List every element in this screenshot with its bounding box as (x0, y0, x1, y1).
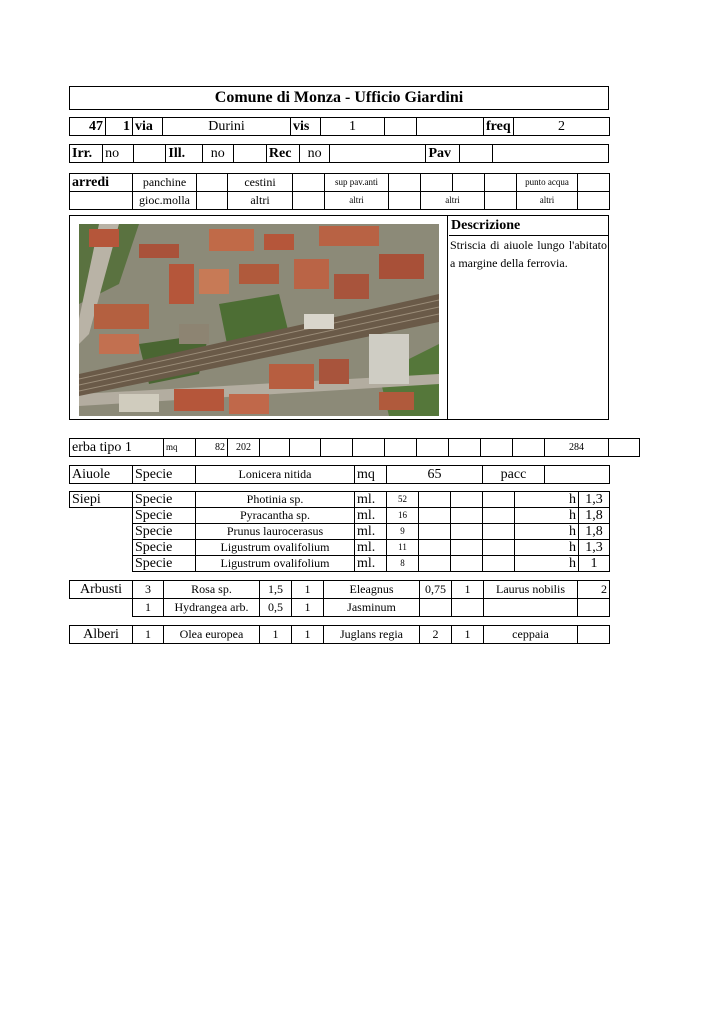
divider (447, 215, 448, 420)
siepi-specie-label: Specie (133, 492, 196, 508)
siepi-unit: ml. (355, 540, 387, 556)
empty-cell (451, 492, 483, 508)
empty-cell (385, 118, 417, 136)
empty-cell (485, 192, 517, 210)
alberi-count: 1 (133, 626, 164, 644)
empty-cell (197, 174, 228, 192)
empty-cell (451, 556, 483, 572)
siepi-value: 8 (387, 556, 419, 572)
empty-cell (545, 466, 610, 484)
arredi-altri-4: altri (517, 192, 578, 210)
arbusti-qty: 1 (292, 599, 324, 617)
siepi-height: 1 (579, 556, 610, 572)
empty-cell (483, 508, 515, 524)
erba-row (69, 438, 640, 457)
siepi-specie-label: Specie (133, 540, 196, 556)
siepi-species: Ligustrum ovalifolium (196, 556, 355, 572)
arredi-altri-2: altri (325, 192, 389, 210)
description-text: Striscia di aiuole lungo l'abitato a margine della ferrovia. (450, 238, 607, 270)
empty-cell (453, 174, 485, 192)
siepi-height: 1,8 (579, 524, 610, 540)
vis-label: vis (291, 118, 321, 136)
erba-label: erba tipo 1 (70, 439, 164, 457)
arbusti-species: Jasminum (324, 599, 420, 617)
empty-cell (233, 145, 266, 163)
arredi-panchine: panchine (133, 174, 197, 192)
alberi-height: 1 (260, 626, 292, 644)
alberi-height: 2 (420, 626, 452, 644)
erba-value-1: 82 (196, 439, 228, 457)
siepi-species: Ligustrum ovalifolium (196, 540, 355, 556)
siepi-species: Pyracantha sp. (196, 508, 355, 524)
empty-cell (483, 556, 515, 572)
siepi-specie-label: Specie (133, 524, 196, 540)
arbusti-species: Eleagnus (324, 581, 420, 599)
arbusti-height: 0,75 (420, 581, 452, 599)
arbusti-species: Laurus nobilis (484, 581, 578, 599)
empty-cell (353, 439, 385, 457)
empty-cell (483, 540, 515, 556)
siepi-specie-label: Specie (133, 556, 196, 572)
ill-label: Ill. (166, 145, 202, 163)
arredi-altri-1: altri (228, 192, 293, 210)
aiuole-unit: mq (355, 466, 387, 484)
pav-label: Pav (426, 145, 459, 163)
blank (70, 599, 133, 617)
empty-cell (421, 174, 453, 192)
empty-cell (578, 599, 610, 617)
blank (70, 524, 133, 540)
empty-cell (420, 599, 452, 617)
empty-cell (578, 192, 610, 210)
aiuole-row (69, 465, 610, 484)
empty-cell (459, 145, 492, 163)
rec-value: no (300, 145, 330, 163)
erba-value-2: 202 (228, 439, 260, 457)
freq-label: freq (484, 118, 514, 136)
siepi-h-label: h (515, 524, 579, 540)
empty-cell (290, 439, 321, 457)
freq-value: 2 (514, 118, 610, 136)
vis-value: 1 (321, 118, 385, 136)
empty-cell (578, 626, 610, 644)
blank (70, 556, 133, 572)
alberi-label: Alberi (70, 626, 133, 644)
empty-cell (70, 192, 133, 210)
arredi-cestini: cestini (228, 174, 293, 192)
header-title-box (69, 86, 609, 110)
aiuole-specie-label: Specie (133, 466, 196, 484)
siepi-height: 1,3 (579, 492, 610, 508)
arbusti-height: 1,5 (260, 581, 292, 599)
empty-cell (293, 192, 325, 210)
empty-cell (389, 192, 421, 210)
arbusti-species: Hydrangea arb. (164, 599, 260, 617)
irr-value: no (103, 145, 134, 163)
empty-cell (609, 439, 640, 457)
empty-cell (578, 174, 610, 192)
blank (70, 508, 133, 524)
empty-cell (483, 492, 515, 508)
empty-cell (417, 118, 484, 136)
empty-cell (451, 540, 483, 556)
siepi-specie-label: Specie (133, 508, 196, 524)
empty-cell (449, 439, 481, 457)
arbusti-count: 1 (133, 599, 164, 617)
aiuole-pacc: pacc (483, 466, 545, 484)
arbusti-qty: 1 (292, 581, 324, 599)
alberi-species: ceppaia (484, 626, 578, 644)
rec-label: Rec (266, 145, 299, 163)
siepi-value: 9 (387, 524, 419, 540)
siepi-value: 52 (387, 492, 419, 508)
aiuole-species: Lonicera nitida (196, 466, 355, 484)
empty-cell (481, 439, 513, 457)
siepi-species: Prunus laurocerasus (196, 524, 355, 540)
siepi-height: 1,3 (579, 540, 610, 556)
empty-cell (419, 540, 451, 556)
siepi-unit: ml. (355, 492, 387, 508)
arredi-altri-3: altri (421, 192, 485, 210)
alberi-qty: 1 (452, 626, 484, 644)
erba-total: 284 (545, 439, 609, 457)
via-value: Durini (163, 118, 291, 136)
siepi-table (69, 491, 610, 572)
siepi-value: 16 (387, 508, 419, 524)
empty-cell (389, 174, 421, 192)
empty-cell (452, 599, 484, 617)
empty-cell (419, 492, 451, 508)
arredi-sup-pav: sup pav.anti (325, 174, 389, 192)
empty-cell (385, 439, 417, 457)
ill-value: no (202, 145, 233, 163)
empty-cell (293, 174, 325, 192)
record-number: 1 (106, 118, 133, 136)
empty-cell (492, 145, 608, 163)
arredi-punto-acqua: punto acqua (517, 174, 578, 192)
arbusti-label: Arbusti (70, 581, 133, 599)
aiuole-value: 65 (387, 466, 483, 484)
arbusti-height: 0,5 (260, 599, 292, 617)
arbusti-qty: 1 (452, 581, 484, 599)
aerial-photo (79, 224, 439, 416)
erba-unit: mq (164, 439, 196, 457)
empty-cell (484, 599, 578, 617)
arbusti-table (69, 580, 610, 617)
arredi-label: arredi (70, 174, 133, 192)
empty-cell (417, 439, 449, 457)
record-id: 47 (70, 118, 106, 136)
alberi-species: Olea europea (164, 626, 260, 644)
empty-cell (197, 192, 228, 210)
blank (70, 540, 133, 556)
siepi-unit: ml. (355, 524, 387, 540)
aerial-photo-image (79, 224, 439, 416)
siepi-unit: ml. (355, 508, 387, 524)
page-title: Comune di Monza - Ufficio Giardini (214, 89, 464, 106)
arbusti-count: 3 (133, 581, 164, 599)
siepi-h-label: h (515, 540, 579, 556)
via-label: via (133, 118, 163, 136)
empty-cell (451, 524, 483, 540)
location-row (69, 117, 610, 136)
alberi-table (69, 625, 610, 644)
description-header (449, 216, 608, 236)
empty-cell (419, 556, 451, 572)
empty-cell (419, 524, 451, 540)
siepi-h-label: h (515, 508, 579, 524)
empty-cell (419, 508, 451, 524)
services-row (69, 144, 609, 163)
arredi-table (69, 173, 610, 210)
siepi-value: 11 (387, 540, 419, 556)
arredi-gioc-molla: gioc.molla (133, 192, 197, 210)
empty-cell (451, 508, 483, 524)
siepi-label: Siepi (70, 492, 133, 508)
siepi-height: 1,8 (579, 508, 610, 524)
aiuole-label: Aiuole (70, 466, 133, 484)
siepi-species: Photinia sp. (196, 492, 355, 508)
empty-cell (513, 439, 545, 457)
alberi-qty: 1 (292, 626, 324, 644)
siepi-h-label: h (515, 556, 579, 572)
arbusti-species: Rosa sp. (164, 581, 260, 599)
empty-cell (134, 145, 166, 163)
alberi-species: Juglans regia (324, 626, 420, 644)
siepi-h-label: h (515, 492, 579, 508)
empty-cell (321, 439, 353, 457)
empty-cell (483, 524, 515, 540)
siepi-unit: ml. (355, 556, 387, 572)
empty-cell (485, 174, 517, 192)
description-heading: Descrizione (451, 218, 521, 233)
empty-cell (260, 439, 290, 457)
irr-label: Irr. (70, 145, 103, 163)
arbusti-qty: 2 (578, 581, 610, 599)
empty-cell (330, 145, 426, 163)
